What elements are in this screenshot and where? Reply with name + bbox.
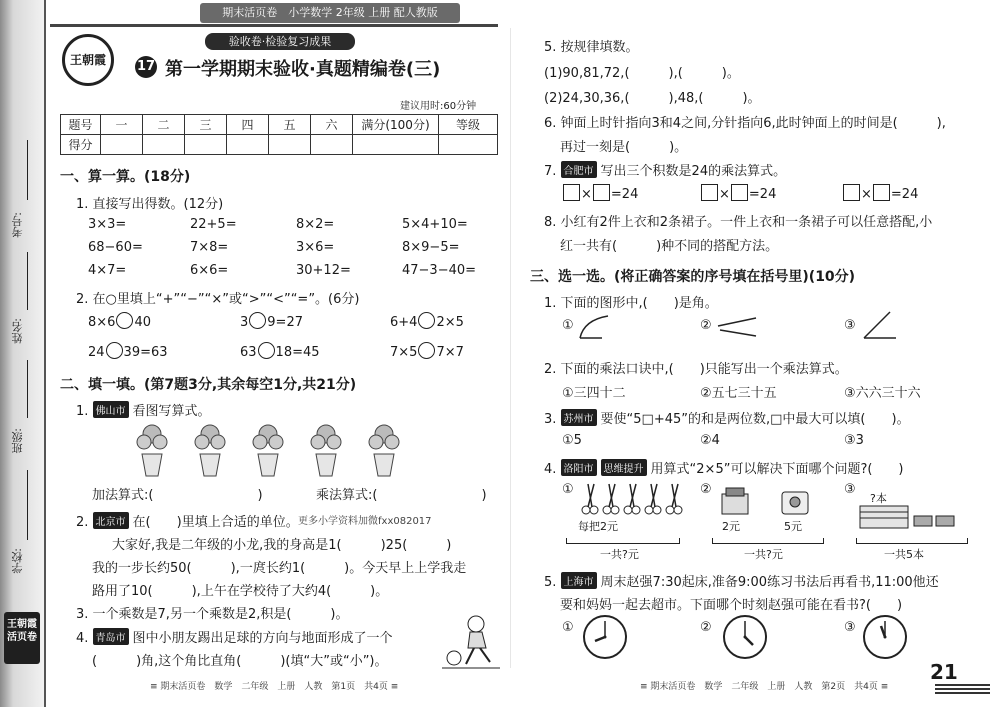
compare-item <box>390 342 464 360</box>
answer-box[interactable] <box>563 184 580 201</box>
choice-4-text: 用算式“2×5”可以解决下面哪个问题?( ) <box>650 462 904 477</box>
score-header-cell: 四 <box>227 115 269 135</box>
binding-line <box>27 360 28 418</box>
answer-circle[interactable] <box>258 342 275 359</box>
question-r7-text: 写出三个积数是24的乘法算式。 <box>600 164 787 179</box>
question-r5-a: (1)90,81,72,( ),( )。 <box>544 66 740 81</box>
equation-result: =24 <box>610 187 639 202</box>
choice-3: 3. 苏州市 要使“5□+45”的和是两位数,□中最大可以填( )。 <box>544 408 910 427</box>
answer-box[interactable] <box>731 184 748 201</box>
scissors-icon <box>603 484 619 514</box>
calc-item: 3×3= <box>88 217 127 232</box>
binding-strip <box>0 0 44 707</box>
calc-item: 47−3−40= <box>402 263 477 278</box>
choice-2-option[interactable]: ②五七三十五 <box>700 386 777 401</box>
region-tag: 北京市 <box>93 512 129 529</box>
vase-icon <box>311 425 341 476</box>
compare-left: 8×6 <box>88 315 116 330</box>
compare-left: 24 <box>88 345 105 360</box>
section-1-title: 一、算一算。(18分) <box>60 169 191 185</box>
score-cell[interactable] <box>227 135 269 155</box>
option-mark: ② <box>700 620 712 635</box>
page-number: 21 <box>930 660 958 684</box>
paper-number-badge: 17 <box>135 56 157 78</box>
region-tag: 洛阳市 <box>561 459 597 476</box>
question-f4-line2: ( )角,这个角比直角( )(填“大”或“小”)。 <box>92 654 388 669</box>
choice-3-option[interactable]: ②4 <box>700 433 720 448</box>
compare-item <box>88 342 168 360</box>
score-table <box>60 114 498 155</box>
brand-logo-line: 活页卷 <box>7 632 37 643</box>
calc-item: 4×7= <box>88 263 127 278</box>
question-f1: 1. 佛山市 看图写算式。 <box>76 400 211 419</box>
scissors-icon <box>645 484 661 514</box>
binding-label-class: 班级: <box>11 428 24 454</box>
score-header-cell: 题号 <box>61 115 101 135</box>
total-label: 一共5本 <box>884 548 924 561</box>
total-brace <box>856 538 968 544</box>
unknown-books-label: ?本 <box>870 492 887 505</box>
score-table-score-row <box>61 135 498 155</box>
choice-5-text: 周末赵强7:30起床,准备9:00练习书法后再看书,11:00他还 <box>600 575 939 590</box>
question-r7: 7. 合肥市 写出三个积数是24的乘法算式。 <box>544 160 786 179</box>
page-footer-left: ≡ 期末活页卷 数学 二年级 上册 人教 第1页 共4页 ≡ <box>150 682 399 692</box>
price-label: 2元 <box>722 520 740 533</box>
binding-label-exam-no: 考号: <box>11 212 24 238</box>
question-2-title: 2. 在○里填上“+”“−”“×”或“>”“<”“=”。(6分) <box>76 292 360 307</box>
answer-circle[interactable] <box>116 312 133 329</box>
price-label: 5元 <box>784 520 802 533</box>
answer-box[interactable] <box>701 184 718 201</box>
book-stack-icon <box>860 506 908 528</box>
soccer-kid-illustration <box>442 614 502 670</box>
product-equation: × =24 <box>562 184 638 202</box>
question-f4-text: 图中小朋友踢出足球的方向与地面形成了一个 <box>132 631 393 646</box>
page-footer-right: ≡ 期末活页卷 数学 二年级 上册 人教 第2页 共4页 ≡ <box>640 682 889 692</box>
book-info-bar: 期末活页卷 小学数学 2年级 上册 配人教版 <box>200 3 460 23</box>
section-2-title: 二、填一填。(第7题3分,其余每空1分,共21分) <box>60 377 357 393</box>
choice-2-option[interactable]: ③六六三十六 <box>844 386 921 401</box>
compare-item <box>88 312 151 330</box>
binding-line <box>27 140 28 200</box>
calc-item: 3×6= <box>296 240 335 255</box>
question-r6-line1: 6. 钟面上时针指向3和4之间,分针指向6,此时钟面上的时间是( ), <box>544 116 946 131</box>
product-equation: × =24 <box>700 184 776 202</box>
choice-5: 5. 上海市 周末赵强7:30起床,准备9:00练习书法后再看书,11:00他还 <box>544 571 939 590</box>
score-cell[interactable] <box>439 135 498 155</box>
region-tag: 上海市 <box>561 572 597 589</box>
choice-3-option[interactable]: ①5 <box>562 433 582 448</box>
brand-logo-line: 王朝霞 <box>7 619 37 630</box>
choice-3-text: 要使“5□+45”的和是两位数,□中最大可以填( )。 <box>600 412 910 427</box>
choice-3-option[interactable]: ③3 <box>844 433 864 448</box>
compare-right: 40 <box>134 315 151 330</box>
page-number-stripes <box>935 684 990 696</box>
compare-item <box>390 312 464 330</box>
region-tag: 合肥市 <box>561 161 597 178</box>
curve-shape-icon <box>578 314 618 340</box>
score-header-cell: 六 <box>311 115 353 135</box>
question-f4: 4. 青岛市 图中小朋友踢出足球的方向与地面形成了一个 <box>76 627 393 646</box>
addition-answer-line[interactable]: 加法算式:( ) <box>92 488 263 503</box>
binding-label-name: 姓名: <box>11 318 24 344</box>
option-mark: ② <box>700 318 712 333</box>
time-note: 建议用时:60分钟 <box>400 101 477 112</box>
binding-edge <box>44 0 46 707</box>
compare-left: 3 <box>240 315 249 330</box>
price-label: 每把2元 <box>578 520 618 533</box>
column-divider <box>510 28 511 668</box>
choice-4: 4. 洛阳市 思维提升 用算式“2×5”可以解决下面哪个问题?( ) <box>544 458 904 477</box>
passage-line: 我的一步长约50( ),一庹长约1( )。今天早上上学我走 <box>92 561 467 576</box>
question-r8-line1: 8. 小红有2件上衣和2条裙子。一件上衣和一条裙子可以任意搭配,小 <box>544 215 933 230</box>
books-illustration <box>858 502 968 532</box>
region-tag: 苏州市 <box>561 409 597 426</box>
compare-left: 6+4 <box>390 315 418 330</box>
calc-item: 7×8= <box>190 240 229 255</box>
answer-circle[interactable] <box>249 312 266 329</box>
compare-item <box>240 342 320 360</box>
header-rule <box>50 24 498 27</box>
option-mark: ③ <box>844 318 856 333</box>
compare-left: 63 <box>240 345 257 360</box>
binding-line <box>27 252 28 310</box>
compare-left: 7×5 <box>390 345 418 360</box>
brand-logo <box>4 612 40 664</box>
vase-icon <box>253 425 283 476</box>
calc-item: 5×4+10= <box>402 217 468 232</box>
pencil-box-lid <box>726 488 744 496</box>
stationery-illustration <box>720 486 820 516</box>
question-r8-line2: 红一共有( )种不同的搭配方法。 <box>560 239 779 254</box>
answer-circle[interactable] <box>106 342 123 359</box>
book-icon <box>914 516 932 526</box>
question-f3: 3. 一个乘数是7,另一个乘数是2,积是( )。 <box>76 607 349 622</box>
score-cell[interactable] <box>185 135 227 155</box>
answer-circle[interactable] <box>418 342 435 359</box>
score-cell[interactable] <box>101 135 143 155</box>
choice-5-line2: 要和妈妈一起去超市。下面哪个时刻赵强可能在看书?( ) <box>560 598 903 613</box>
answer-circle[interactable] <box>418 312 435 329</box>
score-header-cell: 三 <box>185 115 227 135</box>
answer-box[interactable] <box>843 184 860 201</box>
equation-result: =24 <box>890 187 919 202</box>
score-table-header-row <box>61 115 498 135</box>
score-header-cell: 二 <box>143 115 185 135</box>
option-mark: ① <box>562 318 574 333</box>
total-brace <box>566 538 680 544</box>
option-mark: ② <box>700 482 712 497</box>
angle-shape-icon <box>860 310 900 342</box>
calc-item: 8×9−5= <box>402 240 460 255</box>
calc-item: 6×6= <box>190 263 229 278</box>
vase-icon <box>195 425 225 476</box>
question-1-title: 1. 直接写出得数。(12分) <box>76 197 224 212</box>
option-mark: ① <box>562 620 574 635</box>
choice-2-option[interactable]: ①三四十二 <box>562 386 626 401</box>
option-mark: ③ <box>844 482 856 497</box>
question-f2: 2. 北京市 在( )里填上合适的单位。 <box>76 511 299 530</box>
compare-right: 7×7 <box>436 345 464 360</box>
question-f2-text: 在( )里填上合适的单位。 <box>132 515 299 530</box>
calc-item: 8×2= <box>296 217 335 232</box>
scissors-icon <box>582 484 598 514</box>
option-mark: ③ <box>844 620 856 635</box>
pencil-box-icon <box>722 494 748 514</box>
compare-right: 2×5 <box>436 315 464 330</box>
sharpener-wheel <box>790 497 800 507</box>
calc-item: 22+5= <box>190 217 237 232</box>
binding-line <box>27 470 28 540</box>
section-3-title: 三、选一选。(将正确答案的序号填在括号里)(10分) <box>530 269 856 285</box>
vase-icon <box>137 425 167 476</box>
product-equation: × =24 <box>842 184 918 202</box>
clock-icon <box>582 614 628 660</box>
vase-icon <box>369 425 399 476</box>
publisher-seal: 王朝霞 <box>62 34 114 86</box>
total-brace <box>712 538 824 544</box>
passage-line: 大家好,我是二年级的小龙,我的身高是1( )25( ) <box>112 538 452 553</box>
score-cell[interactable] <box>353 135 439 155</box>
scissors-icon <box>666 484 682 514</box>
score-header-cell: 一 <box>101 115 143 135</box>
difficulty-tag: 思维提升 <box>601 459 647 476</box>
region-tag: 青岛市 <box>93 628 129 645</box>
question-r5-title: 5. 按规律填数。 <box>544 40 639 55</box>
book-icon <box>936 516 954 526</box>
total-label: 一共?元 <box>600 548 639 561</box>
region-tag: 佛山市 <box>93 401 129 418</box>
page-title: 第一学期期末验收·真题精编卷(三) <box>165 59 441 80</box>
choice-1-title: 1. 下面的图形中,( )是角。 <box>544 296 718 311</box>
open-lines-icon <box>716 314 760 340</box>
multiplication-answer-line[interactable]: 乘法算式:( ) <box>316 488 487 503</box>
score-header-cell: 等级 <box>439 115 498 135</box>
question-r5-b: (2)24,30,36,( ),48,( )。 <box>544 91 761 106</box>
score-row-label: 得分 <box>61 135 101 155</box>
choice-2-title: 2. 下面的乘法口诀中,( )只能写出一个乘法算式。 <box>544 362 848 377</box>
score-header-cell: 五 <box>269 115 311 135</box>
scissors-icon <box>624 484 640 514</box>
calc-item: 68−60= <box>88 240 143 255</box>
compare-item <box>240 312 303 330</box>
scissors-illustration <box>580 482 686 516</box>
clock-icon <box>862 614 908 660</box>
calc-item: 30+12= <box>296 263 351 278</box>
vases-illustration <box>130 420 410 480</box>
compare-right: 18=45 <box>275 345 320 360</box>
score-cell[interactable] <box>269 135 311 155</box>
compare-right: 9=27 <box>267 315 303 330</box>
exam-type-tag: 验收卷·检验复习成果 <box>205 33 355 50</box>
score-cell[interactable] <box>311 135 353 155</box>
compare-right: 39=63 <box>123 345 168 360</box>
watermark-text: 更多小学资料加微fxx082017 <box>298 516 432 527</box>
answer-box[interactable] <box>873 184 890 201</box>
question-f1-text: 看图写算式。 <box>132 404 211 419</box>
score-header-cell: 满分(100分) <box>353 115 439 135</box>
question-r6-line2: 再过一刻是( )。 <box>560 140 688 155</box>
equation-result: =24 <box>748 187 777 202</box>
passage-line: 路用了10( ),上午在学校待了大约4( )。 <box>92 584 389 599</box>
total-label: 一共?元 <box>744 548 783 561</box>
score-cell[interactable] <box>143 135 185 155</box>
binding-label-school: 学校: <box>11 548 24 574</box>
answer-box[interactable] <box>593 184 610 201</box>
clock-icon <box>722 614 768 660</box>
option-mark: ① <box>562 482 574 497</box>
